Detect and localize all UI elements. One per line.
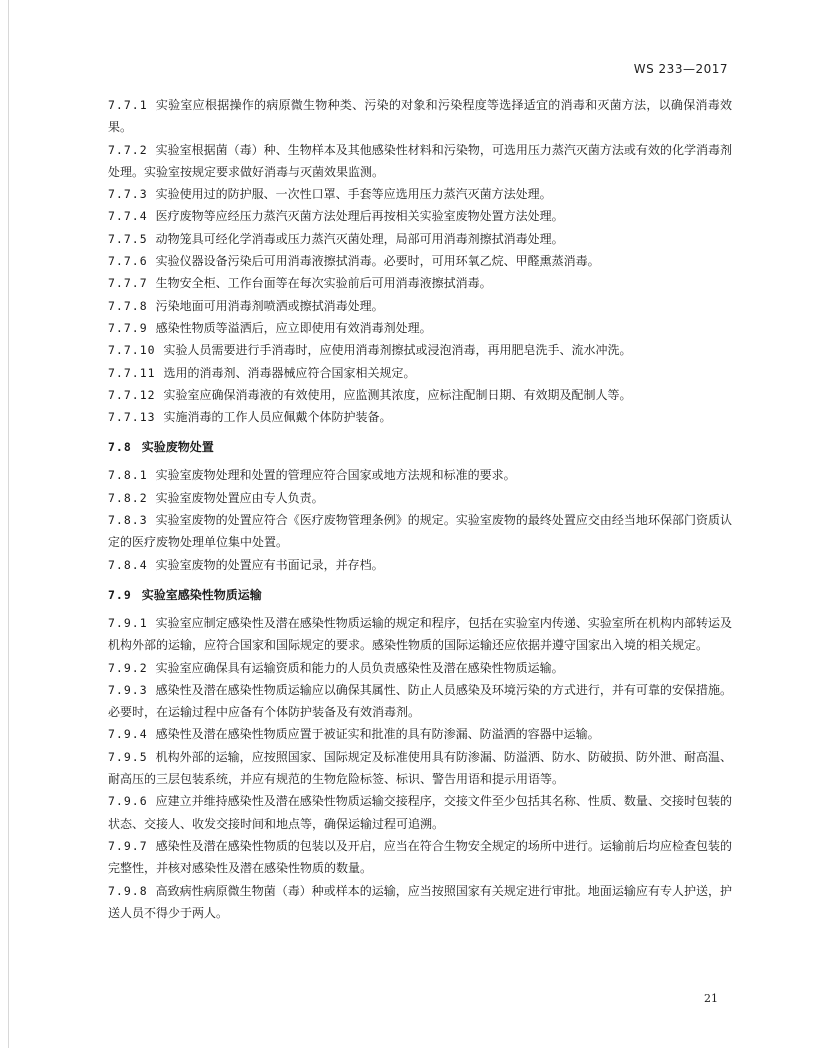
- clause-paragraph: [108, 723, 732, 745]
- clause-paragraph: [108, 94, 732, 139]
- section-heading-7-8: [108, 436, 732, 458]
- clause-number: 7.7.12: [108, 387, 156, 402]
- clause-paragraph: [108, 464, 732, 486]
- clause-paragraph: [108, 554, 732, 576]
- clause-text: 实验室根据菌（毒）种、生物样本及其他感染性材料和污染物，可选用压力蒸汽灭菌方法或有效的化学消毒剂处理。实验室按规定要求做好消毒与灭菌效果监测。: [108, 142, 732, 179]
- clause-text: 医疗废物等应经压力蒸汽灭菌方法处理后再按相关实验室废物处置方法处理。: [155, 209, 564, 224]
- clause-number: 7.9.1: [108, 615, 148, 630]
- document-code-header: WS 233—2017: [633, 62, 728, 76]
- clause-number: 7.7.1: [108, 98, 148, 112]
- section-number: 7.9: [108, 587, 132, 602]
- clause-paragraph: [108, 487, 732, 509]
- clause-text: 感染性及潜在感染性物质应置于被证实和批准的具有防渗漏、防溢洒的容器中运输。: [155, 727, 600, 742]
- clause-paragraph: [108, 295, 732, 317]
- clause-paragraph: [108, 362, 732, 384]
- clause-text: 实验室废物处理和处置的管理应符合国家或地方法规和标准的要求。: [155, 468, 516, 483]
- clause-text: 实验室应根据操作的病原微生物种类、污染的对象和污染程度等选择适宜的消毒和灭菌方法，以确保消毒效果。: [108, 98, 732, 135]
- section-title: 实验室感染性物质运输: [141, 587, 262, 602]
- clause-number: 7.9.3: [108, 682, 148, 697]
- section-title: 实验废物处置: [141, 440, 214, 455]
- clause-paragraph: [108, 272, 732, 294]
- clause-paragraph: [108, 790, 732, 835]
- section-number: 7.8: [108, 440, 132, 455]
- clause-paragraph: [108, 205, 732, 227]
- clause-number: 7.7.8: [108, 298, 148, 313]
- clause-paragraph: [108, 612, 732, 657]
- clause-text: 动物笼具可经化学消毒或压力蒸汽灭菌处理，局部可用消毒剂擦拭消毒处理。: [155, 231, 564, 246]
- clause-number: 7.9.8: [108, 883, 148, 898]
- clause-number: 7.7.7: [108, 276, 148, 291]
- clause-paragraph: [108, 228, 732, 250]
- clause-number: 7.7.4: [108, 209, 148, 224]
- clause-paragraph: [108, 679, 732, 724]
- clause-paragraph: [108, 139, 732, 184]
- clause-number: 7.9.5: [108, 749, 148, 764]
- clause-number: 7.8.3: [108, 513, 148, 528]
- clause-text: 机构外部的运输，应按照国家、国际规定及标准使用具有防渗漏、防溢洒、防水、防破损、防外泄、耐高温、耐高压的三层包装系统，并应有规范的生物危险标签、标识、警告用语和提示用语等。: [108, 749, 732, 787]
- clause-paragraph: [108, 183, 732, 205]
- clause-number: 7.7.2: [108, 142, 148, 157]
- clause-text: 选用的消毒剂、消毒器械应符合国家相关规定。: [163, 365, 416, 380]
- clause-text: 生物安全柜、工作台面等在每次实验前后可用消毒液擦拭消毒。: [155, 276, 492, 291]
- clause-paragraph: [108, 509, 732, 554]
- clause-text: 实施消毒的工作人员应佩戴个体防护装备。: [163, 410, 392, 425]
- clause-text: 实验使用过的防护服、一次性口罩、手套等应选用压力蒸汽灭菌方法处理。: [155, 187, 552, 202]
- clause-paragraph: [108, 317, 732, 339]
- clause-number: 7.9.6: [108, 794, 148, 809]
- clause-number: 7.8.2: [108, 490, 148, 505]
- clause-text: 高致病性病原微生物菌（毒）种或样本的运输，应当按照国家有关规定进行审批。地面运输应有专人护送，护送人员不得少于两人。: [108, 883, 732, 920]
- clause-number: 7.8.4: [108, 557, 148, 572]
- clause-number: 7.7.6: [108, 254, 148, 269]
- clause-text: 污染地面可用消毒剂喷洒或擦拭消毒处理。: [155, 298, 384, 313]
- clause-number: 7.7.11: [108, 365, 156, 380]
- clause-number: 7.7.3: [108, 187, 148, 202]
- clause-number: 7.7.5: [108, 231, 148, 246]
- clause-number: 7.9.4: [108, 727, 148, 742]
- clause-text: 实验人员需要进行手消毒时，应使用消毒剂擦拭或浸泡消毒，再用肥皂洗手、流水冲洗。: [163, 343, 632, 358]
- clause-number: 7.8.1: [108, 468, 148, 483]
- section-heading-7-9: [108, 584, 732, 606]
- clause-text: 实验室应确保消毒液的有效使用，应监测其浓度，应标注配制日期、有效期及配制人等。: [163, 387, 632, 402]
- clause-text: 实验仪器设备污染后可用消毒液擦拭消毒。必要时，可用环氧乙烷、甲醛熏蒸消毒。: [155, 254, 600, 269]
- clause-text: 实验室应确保具有运输资质和能力的人员负责感染性及潜在感染性物质运输。: [155, 660, 564, 675]
- clause-paragraph: [108, 880, 732, 925]
- clause-number: 7.7.9: [108, 320, 148, 335]
- clause-paragraph: [108, 384, 732, 406]
- clause-paragraph: [108, 339, 732, 361]
- clause-paragraph: [108, 406, 732, 428]
- clause-text: 实验室废物的处置应有书面记录，并存档。: [155, 557, 384, 572]
- clause-text: 实验室废物处置应由专人负责。: [155, 490, 324, 505]
- clause-number: 7.7.13: [108, 410, 156, 425]
- clause-number: 7.7.10: [108, 343, 156, 358]
- clause-text: 应建立并维持感染性及潜在感染性物质运输交接程序，交接文件至少包括其名称、性质、数量、交接时包装的状态、交接人、收发交接时间和地点等，确保运输过程可追溯。: [108, 794, 732, 831]
- clause-text: 实验室应制定感染性及潜在感染性物质运输的规定和程序，包括在实验室内传递、实验室所在机构内部转运及机构外部的运输，应符合国家和国际规定的要求。感染性物质的国际运输还应依据并遵守国家出入境的相关规定。: [108, 615, 732, 653]
- clause-text: 感染性物质等溢洒后，应立即使用有效消毒剂处理。: [155, 320, 432, 335]
- clause-number: 7.9.2: [108, 660, 148, 675]
- clause-text: 感染性及潜在感染性物质运输应以确保其属性、防止人员感染及环境污染的方式进行，并有可靠的安保措施。必要时，在运输过程中应备有个体防护装备及有效消毒剂。: [108, 682, 732, 720]
- document-body: [108, 94, 732, 924]
- clause-paragraph: [108, 657, 732, 679]
- clause-list-7-9: [108, 612, 732, 924]
- clause-paragraph: [108, 835, 732, 880]
- clause-paragraph: [108, 746, 732, 791]
- clause-text: 感染性及潜在感染性物质的包装以及开启，应当在符合生物安全规定的场所中进行。运输前后均应检查包装的完整性，并核对感染性及潜在感染性物质的数量。: [108, 838, 732, 876]
- clause-list-7-7: [108, 94, 732, 428]
- page-edge-line: [8, 0, 9, 1048]
- clause-list-7-8: [108, 464, 732, 575]
- page-number: 21: [704, 992, 718, 1005]
- clause-number: 7.9.7: [108, 838, 148, 853]
- clause-paragraph: [108, 250, 732, 272]
- clause-text: 实验室废物的处置应符合《医疗废物管理条例》的规定。实验室废物的最终处置应交由经当地环保部门资质认定的医疗废物处理单位集中处置。: [108, 513, 732, 550]
